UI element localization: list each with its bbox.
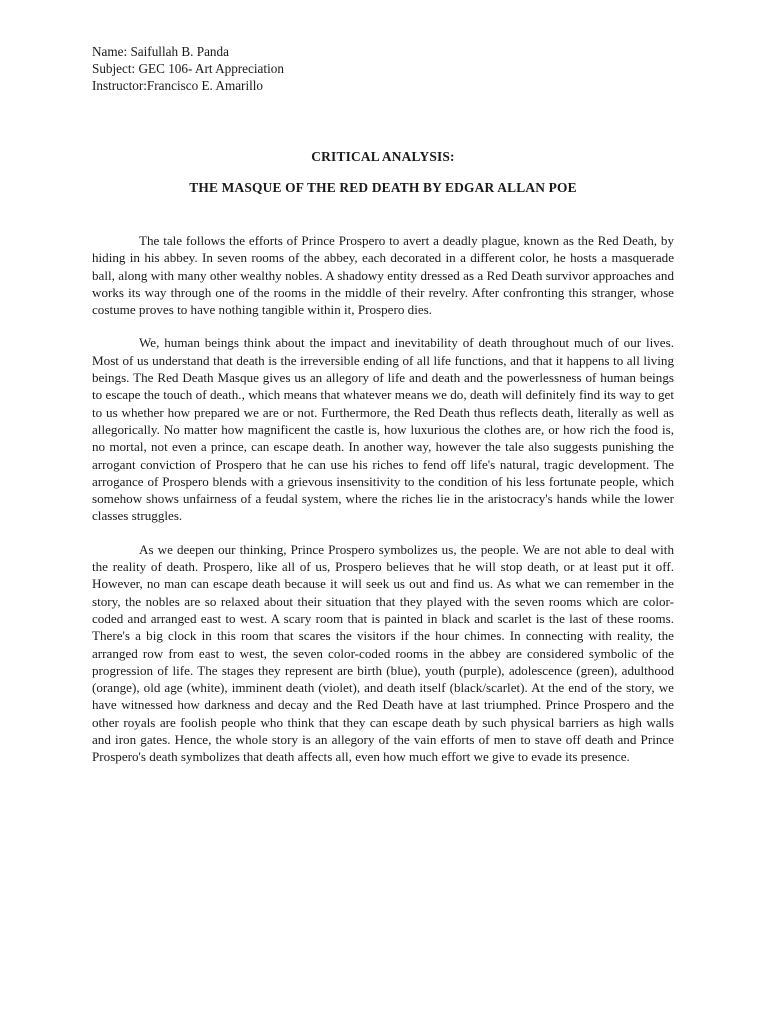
student-name: Name: Saifullah B. Panda — [92, 44, 229, 59]
paragraph-summary: The tale follows the efforts of Prince Prospero to avert a deadly plague, known as the Red Death, by hiding in his abbey. In seven rooms of the abbey, each decorated in a different color, he hosts a masquerade ball, along with many other wealthy nobles. A shadowy entity dressed as a Red Death survivor approaches and works its way through one of the rooms in the middle of their revelry. After confronting this stranger, whose costume proves to have nothing tangible within it, Prospero dies. — [92, 233, 674, 318]
essay-body — [92, 232, 674, 766]
subject-line: Subject: GEC 106- Art Appreciation — [92, 61, 284, 76]
document-subtitle: THE MASQUE OF THE RED DEATH BY EDGAR ALLAN POE — [189, 180, 577, 195]
document-title: CRITICAL ANALYSIS: — [311, 149, 455, 164]
paragraph-allegory: We, human beings think about the impact and inevitability of death throughout much of our lives. Most of us understand that death is the irreversible ending of all life functions, and that it happens to all living beings. The Red Death Masque gives us an allegory of life and death and the powerlessness of human beings to escape the touch of death., which means that whatever means we do, death will definitely find its way to get to us whether how prepared we are or not. Furthermore, the Red Death thus reflects death, literally as well as allegorically. No matter how magnificent the castle is, how luxurious the clothes are, or how rich the food is, no mortal, not even a prince, can escape death. In another way, however the tale also suggests punishing the arrogant conviction of Prospero that he can use his riches to fend off life's natural, tragic development. The arrogance of Prospero blends with a grievous insensitivity to the condition of his less fortunate people, which somehow shows unfairness of a feudal system, where the riches lie in the aristocracy's hands while the lower classes struggles. — [92, 335, 674, 524]
document-page — [92, 43, 674, 782]
instructor-line: Instructor:Francisco E. Amarillo — [92, 78, 264, 93]
paragraph-symbolism: As we deepen our thinking, Prince Prospero symbolizes us, the people. We are not able to deal with the reality of death. Prospero, like all of us, Prospero believes that he will stop death, or at least put it off. However, no man can escape death because it will seek us out and find us. As what we can remember in the story, the nobles are so relaxed about their situation that they played with the seven rooms which are color-coded and arranged east to west. A scary room that is painted in black and scarlet is the last of these rooms. There's a big clock in this room that scares the visitors if the hour chimes. In connecting with reality, the arranged row from east to west, the seven color-coded rooms in the abbey are considered symbolic of the progression of life. The stages they represent are birth (blue), youth (purple), adolescence (green), adulthood (orange), old age (white), imminent death (violet), and death itself (black/scarlet). At the end of the story, we have witnessed how darkness and decay and the Red Death have at last triumphed. Prince Prospero and the other royals are foolish people who think that they can escape death by such physical barriers as high walls and iron gates. Hence, the whole story is an allegory of the vain efforts of men to stave off death and Prince Prospero's death symbolizes that death affects all, even how much effort we give to evade its presence. — [92, 541, 674, 765]
